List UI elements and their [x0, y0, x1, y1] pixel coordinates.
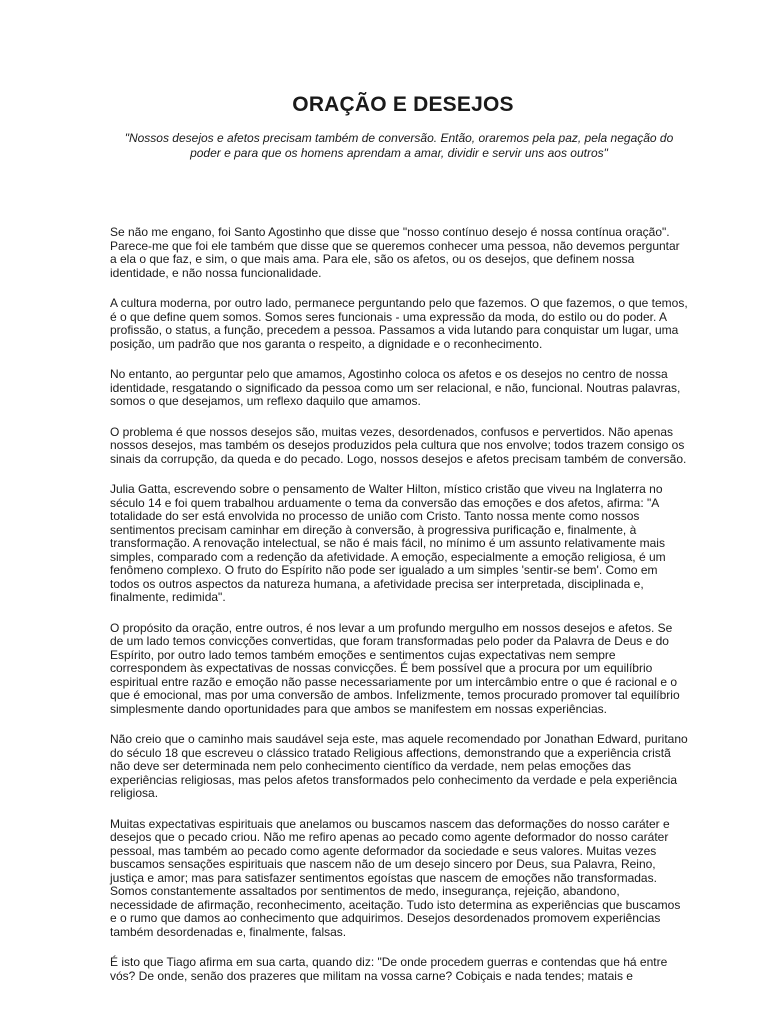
paragraph: Não creio que o caminho mais saudável seja este, mas aquele recomendado por Jonathan Edward, puritano do século 18 que escreveu o clássico tratado Religious affections, demonstrando que a experiência cristã não deve ser determinada nem pelo conhecimento científico da verdade, nem pelas emoções das experiências religiosas, mas pelos afetos transformados pelo conhecimento da verdade e pela experiência religiosa. — [110, 732, 688, 800]
paragraph: É isto que Tiago afirma em sua carta, quando diz: "De onde procedem guerras e contendas que há entre vós? De onde, senão dos prazeres que militam na vossa carne? Cobiçais e nada tendes; matais e — [110, 955, 668, 983]
paragraph: No entanto, ao perguntar pelo que amamos, Agostinho coloca os afetos e os desejos no centro de nossa identidade, resgatando o significado da pessoa como um ser relacional, e não, funcional. Noutras palavras, somos o que desejamos, um reflexo daquilo que amamos. — [110, 367, 681, 408]
document-title: ORAÇÃO E DESEJOS — [292, 93, 514, 116]
epigraph-quote: "Nossos desejos e afetos precisam também de conversão. Então, oraremos pela paz, pela negação do poder e para que os homens aprendam a amar, dividir e servir uns aos outros" — [124, 131, 674, 160]
paragraph: Julia Gatta, escrevendo sobre o pensamento de Walter Hilton, místico cristão que viveu na Inglaterra no século 14 e foi quem trabalhou arduamente o tema da conversão das emoções e dos afetos, afirma: "A totalidade do ser está envolvida no processo de união com Cristo. Tanto nossa mente como nossos sentimentos precisam caminhar em direção à conversão, à progressiva purificação e, finalmente, à transformação. A renovação intelectual, se não é mais fácil, no mínimo é um assunto relativamente mais simples, comparado com a redenção da afetividade. A emoção, especialmente a emoção religiosa, é um fenômeno complexo. O fruto do Espírito não pode ser igualado a um simples 'sentir-se bem'. Como em todos os outros aspectos da natureza humana, a afetividade precisa ser interpretada, disciplinada e, finalmente, redimida". — [110, 482, 666, 604]
paragraph: O problema é que nossos desejos são, muitas vezes, desordenados, confusos e pervertidos. Não apenas nossos desejos, mas também os desejos produzidos pela cultura que nos envolve; todos trazem consigo os sinais da corrupção, da queda e do pecado. Logo, nossos desejos e afetos precisam também de conversão. — [110, 424, 687, 466]
paragraph: A cultura moderna, por outro lado, permanece perguntando pelo que fazemos. O que fazemos, o que temos, é o que define quem somos. Somos seres funcionais - uma expressão da moda, do estilo ou do poder. A profissão, o status, a função, precedem a pessoa. Passamos a vida lutando para conquistar um lugar, uma posição, um padrão que nos garanta o respeito, a dignidade e o reconhecimento. — [110, 296, 688, 351]
paragraph: Muitas expectativas espirituais que anelamos ou buscamos nascem das deformações do nosso caráter e desejos que o pecado criou. Não me refiro apenas ao pecado como agente deformador do nosso caráter pessoal, mas também ao pecado como agente deformador da sociedade e seus valores. Muitas vezes buscamos sensações espirituais que nascem não de um desejo sincero por Deus, sua Palavra, Reino, justiça e amor; mas para satisfazer sentimentos egoístas que nascem de emoções não transformadas. Somos constantemente assaltados por sentimentos de medo, insegurança, rejeição, abandono, necessidade de afirmação, reconhecimento, aceitação. Tudo isto determina as experiências que buscamos e o rumo que damos ao conhecimento que adquirimos. Desejos desordenados promovem experiências também desordenadas e, finalmente, falsas. — [110, 816, 681, 939]
paragraph: O propósito da oração, entre outros, é nos levar a um profundo mergulho em nossos desejos e afetos. Se de um lado temos convicções convertidas, que foram transformadas pelo poder da Palavra de Deus e do Espírito, por outro lado temos também emoções e sentimentos cujas expectativas nem sempre correspondem às expectativas de nossas convicções. É bem possível que a procura por um equilíbrio espiritual entre razão e emoção não passe necessariamente por um intercâmbio entre o que é racional e o que é emocional, mas por uma conversão de ambos. Infelizmente, temos procurado promover tal equilíbrio simplesmente dando oportunidades para que ambos se manifestem em nossas experiências. — [110, 620, 680, 716]
paragraph: Se não me engano, foi Santo Agostinho que disse que "nosso contínuo desejo é nossa contínua oração". Parece-me que foi ele também que disse que se queremos conhecer uma pessoa, não devemos perguntar a ela o que faz, e sim, o que mais ama. Para ele, são os afetos, ou os desejos, que definem nossa identidade, e não nossa funcionalidade. — [110, 225, 680, 280]
